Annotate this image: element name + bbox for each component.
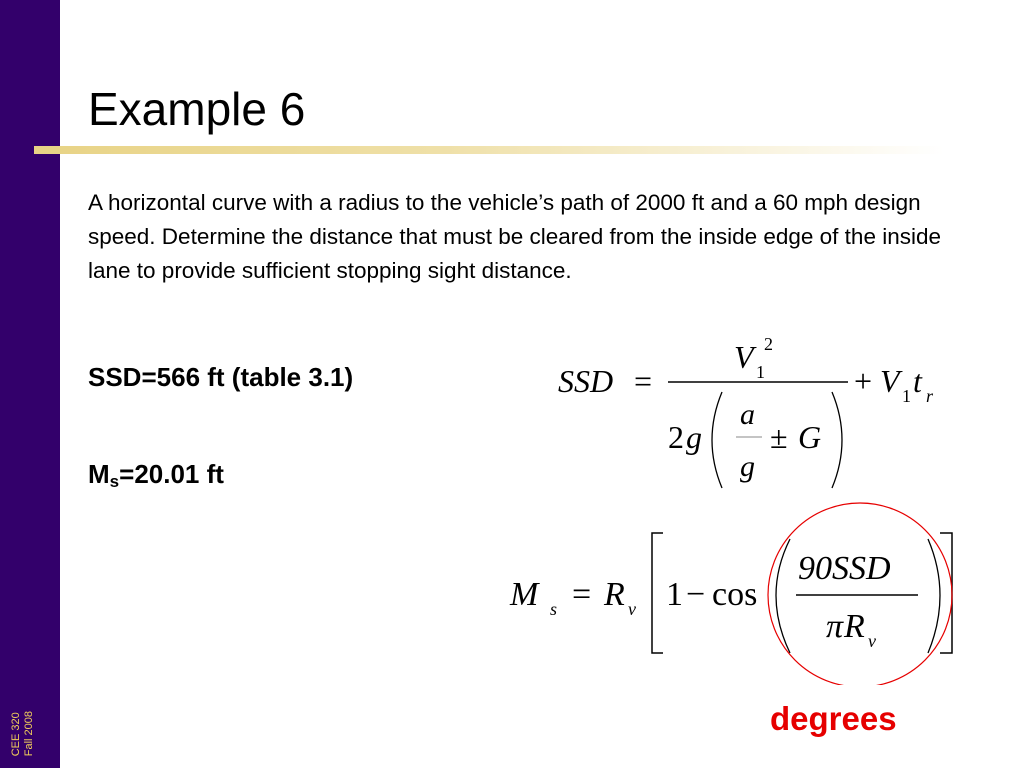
- ssd-V-sub: 1: [902, 386, 911, 406]
- ms-eq-den-sub: v: [868, 631, 876, 651]
- ssd-t-sub: r: [926, 386, 934, 406]
- ms-eq-num: 90SSD: [798, 550, 891, 587]
- ms-symbol: M: [88, 459, 110, 489]
- ssd-G: G: [798, 419, 822, 455]
- ms-eq-M: M: [510, 576, 539, 613]
- ssd-equals: =: [634, 363, 653, 399]
- ssd-inner-a: a: [740, 398, 755, 431]
- ssd-left-paren: [712, 392, 722, 488]
- ms-value: =20.01 ft: [119, 459, 224, 489]
- sidebar: [0, 0, 60, 768]
- ssd-result: SSD=566 ft (table 3.1): [88, 362, 354, 392]
- problem-statement: A horizontal curve with a radius to the vehicle’s path of 2000 ft and a 60 mph design speed. Determine the distance that must be cleared from the inside edge of the inside lane to provide sufficient stopping sight distance.: [88, 190, 942, 283]
- ssd-pm: ±: [770, 419, 788, 455]
- ms-eq-den-R: R: [844, 608, 865, 645]
- sidebar-course: CEE 320: [10, 711, 22, 756]
- slide-title: Example 6: [88, 83, 306, 135]
- ssd-den-g: g: [686, 419, 702, 455]
- degrees-annotation: degrees: [770, 700, 897, 737]
- ssd-lhs: SSD: [558, 363, 614, 399]
- ms-left-bracket: [652, 533, 663, 653]
- ssd-right-paren: [832, 392, 842, 488]
- ms-right-bracket: [940, 533, 952, 653]
- ms-eq-equals: =: [572, 576, 592, 613]
- ssd-num-V: V: [734, 339, 754, 375]
- ms-right-paren: [928, 539, 940, 653]
- ms-result: [88, 459, 224, 490]
- ssd-equation: [550, 330, 970, 500]
- ssd-inner-g: g: [740, 450, 755, 483]
- ssd-t: t: [913, 363, 922, 399]
- ms-eq-cos: cos: [712, 576, 758, 613]
- ssd-num-sub: 1: [756, 362, 765, 382]
- ssd-den-two: 2: [668, 419, 684, 455]
- ms-eq-R-sub: v: [628, 599, 636, 619]
- ms-eq-R: R: [604, 576, 625, 613]
- ms-eq-pi: π: [826, 608, 844, 645]
- title-underline: [34, 146, 944, 154]
- sidebar-term: Fall 2008: [23, 710, 35, 756]
- ms-subscript: s: [109, 472, 120, 491]
- ssd-plus: +: [854, 363, 873, 399]
- sidebar-course-label: [10, 711, 36, 756]
- ms-equation: [500, 495, 990, 685]
- ssd-num-sup: 2: [764, 334, 773, 354]
- highlight-circle: [768, 503, 952, 685]
- ms-eq-one: 1: [666, 576, 683, 613]
- ssd-V: V: [880, 363, 900, 399]
- ms-eq-minus: −: [686, 576, 706, 613]
- ms-eq-M-sub: s: [550, 599, 558, 619]
